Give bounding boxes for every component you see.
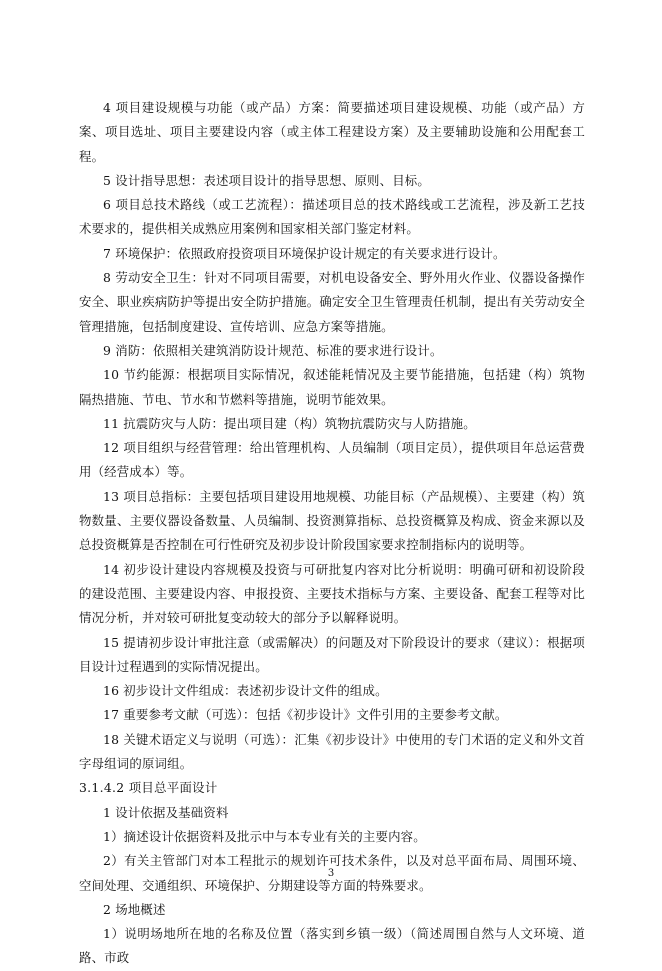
paragraph-item-13: 13 项目总指标：主要包括项目建设用地规模、功能目标（产品规模）、主要建（构）筑物数量、主要仪器设备数量、人员编制、投资测算指标、总投资概算及构成、资金来源以及总投资概算是否控制在可行性研究及初步设计阶段国家要求控制指标内的说明等。 xyxy=(79,488,585,553)
paragraph-item-14: 14 初步设计建设内容规模及投资与可研批复内容对比分析说明：明确可研和初设阶段的建设范围、主要建设内容、申报投资、主要技术指标与方案、主要设备、配套工程等对比情况分析，并对较可研批复变动较大的部分予以解释说明。 xyxy=(79,561,585,626)
paragraph-item-8: 8 劳动安全卫生：针对不同项目需要，对机电设备安全、野外用火作业、仪器设备操作安全、职业疾病防护等提出安全防护措施。确定安全卫生管理责任机制，提出有关劳动安全管理措施，包括制度建设、宣传培训、应急方案等措施。 xyxy=(79,270,585,334)
paragraph-item-9: 9 消防：依照相关建筑消防设计规范、标准的要求进行设计。 xyxy=(103,342,443,358)
subsection-title-design-basis: 1 设计依据及基础资料 xyxy=(103,804,229,820)
paragraph-item-16: 16 初步设计文件组成：表述初步设计文件的组成。 xyxy=(103,683,388,699)
paragraph-item-5: 5 设计指导思想：表述项目设计的指导思想、原则、目标。 xyxy=(103,172,430,188)
paragraph-item-10: 10 节约能源：根据项目实际情况，叙述能耗情况及主要节能措施，包括建（构）筑物隔热措施、节电、节水和节燃料等措施，说明节能效果。 xyxy=(79,367,585,407)
site-overview-item-1: 1）说明场地所在地的名称及位置（落实到乡镇一级）（简述周围自然与人文环境、道路、市政 xyxy=(79,926,585,966)
subsection-title-site-overview: 2 场地概述 xyxy=(103,901,166,917)
page-number: 3 xyxy=(327,868,335,879)
paragraph-item-6: 6 项目总技术路线（或工艺流程）：描述项目总的技术路线或工艺流程，涉及新工艺技术要求的，提供相关成熟应用案例和国家相关部门鉴定材料。 xyxy=(79,197,585,237)
paragraph-item-15: 15 提请初步设计审批注意（或需解决）的问题及对下阶段设计的要求（建议）：根据项目设计过程遇到的实际情况提出。 xyxy=(79,634,585,674)
paragraph-item-11: 11 抗震防灾与人防：提出项目建（构）筑物抗震防灾与人防措施。 xyxy=(103,415,476,431)
paragraph-item-7: 7 环境保护：依照政府投资项目环境保护设计规定的有关要求进行设计。 xyxy=(103,245,506,261)
paragraph-item-12: 12 项目组织与经营管理：给出管理机构、人员编制（项目定员），提供项目年总运营费用（经营成本）等。 xyxy=(79,440,585,480)
paragraph-item-4: 4 项目建设规模与功能（或产品）方案：简要描述项目建设规模、功能（或产品）方案、项目选址、项目主要建设内容（或主体工程建设方案）及主要辅助设施和公用配套工程。 xyxy=(79,100,585,164)
design-basis-item-2: 2）有关主管部门对本工程批示的规划许可技术条件，以及对总平面布局、周围环境、空间处理、交通组织、环境保护、分期建设等方面的特殊要求。 xyxy=(79,853,585,893)
paragraph-item-17: 17 重要参考文献（可选）：包括《初步设计》文件引用的主要参考文献。 xyxy=(103,707,508,723)
section-heading: 3.1.4.2 项目总平面设计 xyxy=(79,780,218,796)
paragraph-item-18: 18 关键术语定义与说明（可选）：汇集《初步设计》中使用的专门术语的定义和外文首字母组词的原词组。 xyxy=(79,731,585,772)
design-basis-item-1: 1）摘述设计依据资料及批示中与本专业有关的主要内容。 xyxy=(103,828,426,844)
body-text xyxy=(79,96,585,971)
